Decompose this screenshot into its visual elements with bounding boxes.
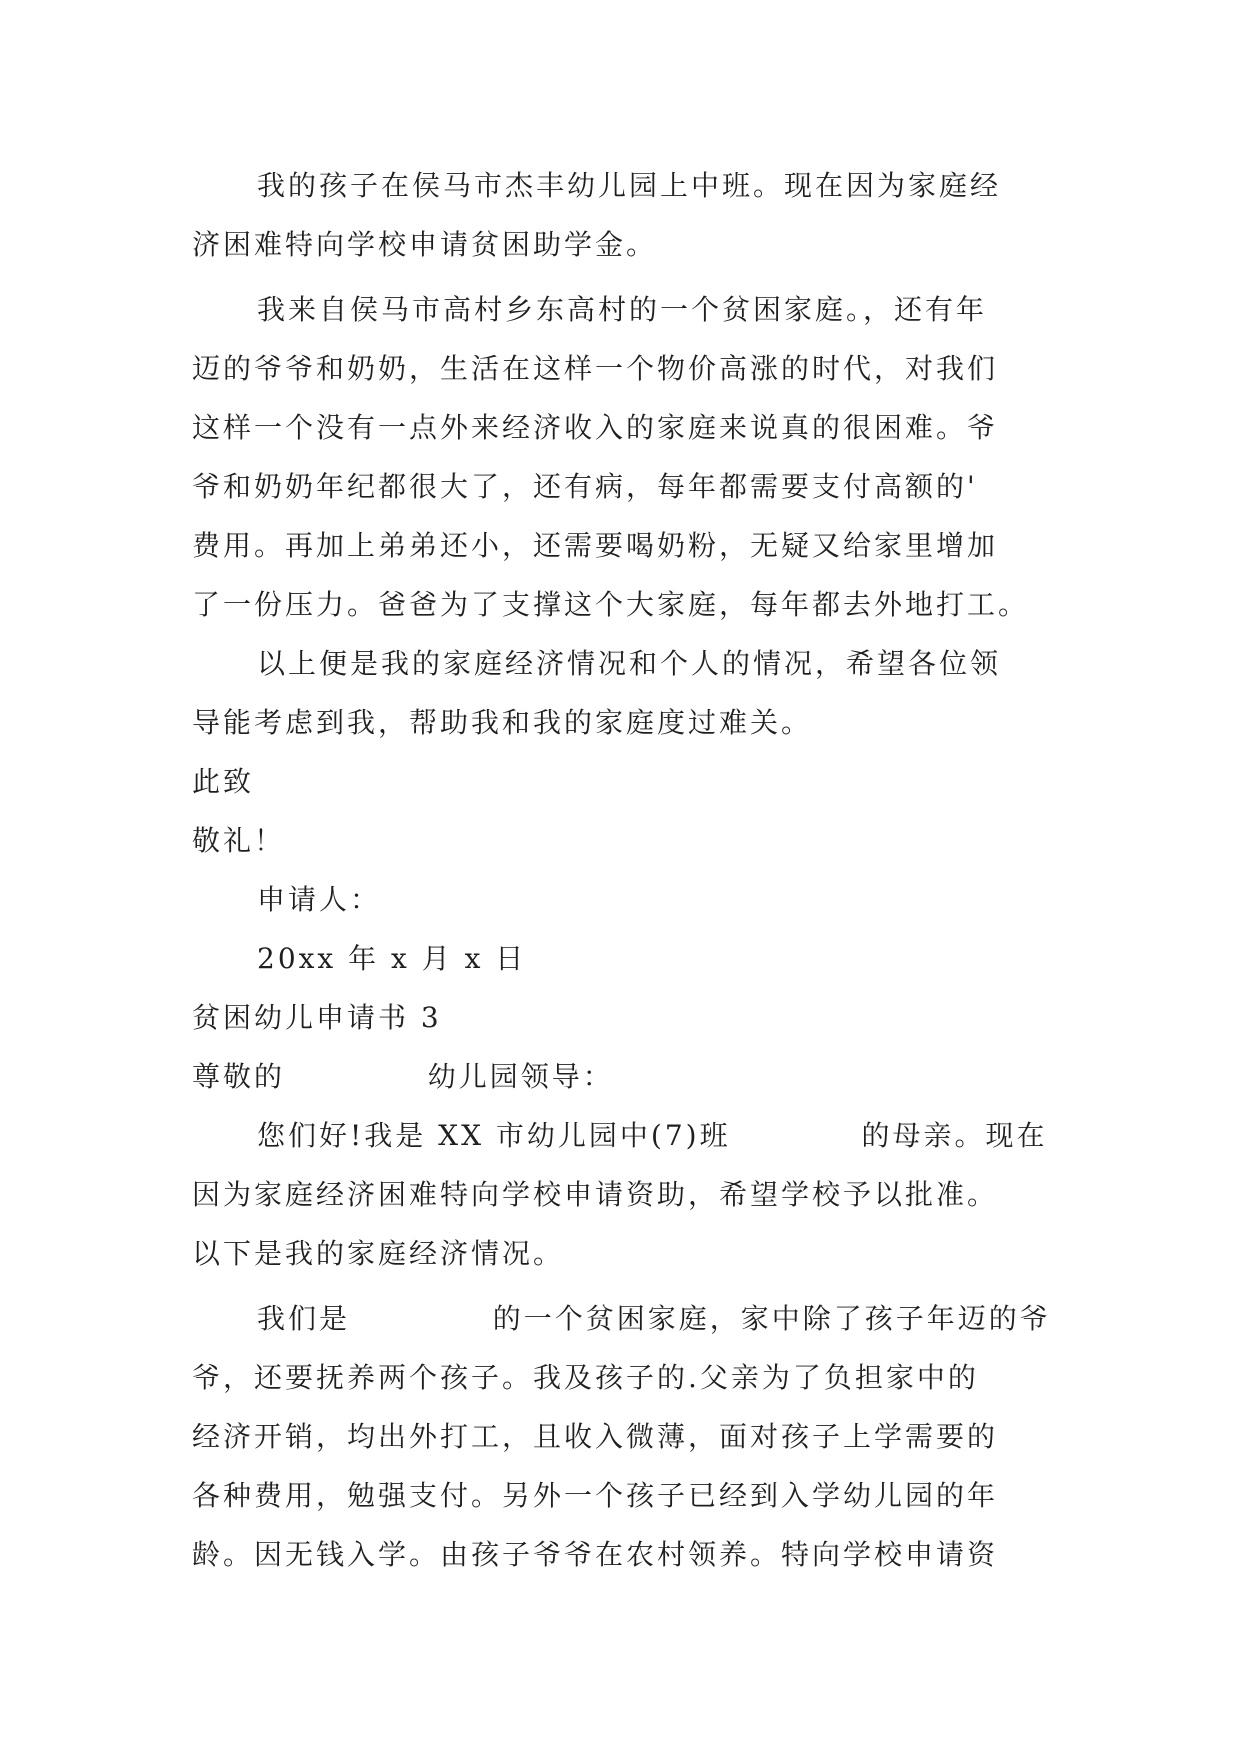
text-line: 爷和奶奶年纪都很大了，还有病，每年都需要支付高额的' [192,470,978,503]
text-line: 您们好!我是 XX 市幼儿园中(7)班 的母亲。现在 [257,1119,1048,1152]
text-line: 因为家庭经济困难特向学校申请资助，希望学校予以批准。 [192,1178,999,1211]
text-line: 我来自侯马市高村乡东高村的一个贫困家庭。，还有年 [257,293,988,326]
date-line: 20xx 年 x 月 x 日 [257,942,527,975]
text-line: 龄。因无钱入学。由孩子爷爷在农村领养。特向学校申请资 [192,1538,999,1571]
text-line: 我们是 的一个贫困家庭，家中除了孩子年迈的爷 [257,1302,1051,1335]
letter-body [192,156,1072,1584]
text-line: 爷，还要抚养两个孩子。我及孩子的.父亲为了负担家中的 [192,1361,979,1394]
closing-regards: 敬礼！ [192,824,286,857]
greeting-line: 尊敬的 幼儿园领导： [192,1060,614,1093]
text-line: 了一份压力。爸爸为了支撑这个大家庭，每年都去外地打工。 [192,588,1030,621]
text-line: 经济开销，均出外打工，且收入微薄，面对孩子上学需要的 [192,1420,999,1453]
text-line: 各种费用，勉强支付。另外一个孩子已经到入学幼儿园的年 [192,1479,999,1512]
text-line: 迈的爷爷和奶奶，生活在这样一个物价高涨的时代，对我们 [192,352,999,385]
text-line: 济困难特向学校申请贫困助学金。 [192,228,658,261]
text-line: 导能考虑到我，帮助我和我的家庭度过难关。 [192,706,813,739]
text-line: 这样一个没有一点外来经济收入的家庭来说真的很困难。爷 [192,411,999,444]
section-title: 贫困幼儿申请书 3 [192,1001,442,1034]
applicant-label: 申请人： [257,883,382,916]
text-line: 以上便是我的家庭经济情况和个人的情况，希望各位领 [257,647,1002,680]
text-line: 费用。再加上弟弟还小，还需要喝奶粉，无疑又给家里增加 [192,529,999,562]
text-line: 我的孩子在侯马市杰丰幼儿园上中班。现在因为家庭经 [257,169,1002,202]
text-line: 以下是我的家庭经济情况。 [192,1237,565,1270]
closing-salutation: 此致 [192,765,255,798]
